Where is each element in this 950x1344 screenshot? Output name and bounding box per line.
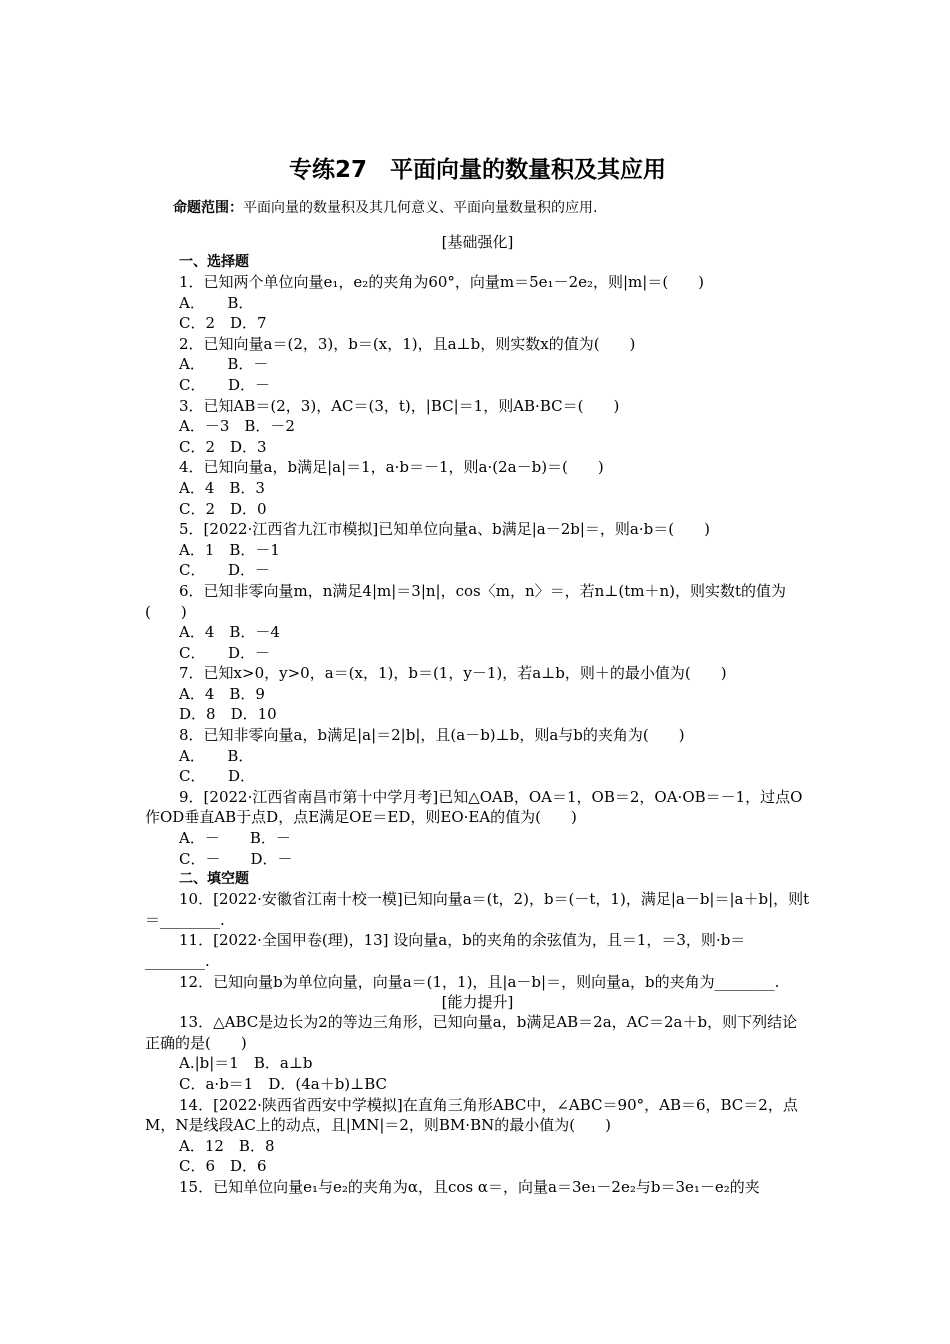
question-4-options-2: C．2 D．0 [179,499,267,518]
category-choice: 一、选择题 [179,254,249,270]
question-14-options-2: C．6 D．6 [179,1157,267,1176]
question-3-options-2: C．2 D．3 [179,437,267,456]
question-3: 3．已知AB＝(2，3)，AC＝(3，t)，|BC|＝1，则AB·BC＝( ) [179,396,620,415]
question-4-options-1: A．4 B．3 [179,478,265,497]
question-2: 2．已知向量a＝(2，3)，b＝(x，1)，且a⊥b，则实数x的值为( ) [179,334,636,353]
question-9-options-1: A．－ B．－ [179,829,291,848]
question-8: 8．已知非零向量a，b满足|a|＝2|b|，且(a－b)⊥b，则a与b的夹角为( ) [179,726,685,745]
scope-line [173,198,810,218]
section-basic: [基础强化] [441,233,514,251]
question-12: 12．已知向量b为单位向量，向量a＝(1，1)，且|a－b|＝，则向量a，b的夹角为________. [179,972,780,991]
page-title: 专练27 平面向量的数量积及其应用 [288,157,666,183]
question-2-options-1: A． B．－ [179,355,269,374]
question-7-options-2: D．8 D．10 [179,705,277,724]
question-5-options-1: A．1 B．－1 [179,540,280,559]
section-advanced: [能力提升] [441,993,514,1012]
question-6: 6．已知非零向量m，n满足4|m|＝3|n|，cos〈m，n〉＝，若n⊥(tm＋n)，则实数t的值为( ) [145,581,787,621]
question-5: 5．[2022·江西省九江市模拟]已知单位向量a、b满足|a－2b|＝，则a·b＝( ) [179,520,710,539]
question-9: 9．[2022·江西省南昌市第十中学月考]已知△OAB，OA＝1，OB＝2，OA·OB＝－1，过点O作OD垂直AB于点D，点E满足OE＝ED，则EO·EA的值为( ) [145,787,803,827]
question-11: 11．[2022·全国甲卷(理)，13] 设向量a，b的夹角的余弦值为，且＝1，＝3，则·b＝________. [145,931,746,970]
question-14: 14．[2022·陕西省西安中学模拟]在直角三角形ABC中，∠ABC＝90°，AB＝6，BC＝2，点M，N是线段AC上的动点，且|MN|＝2，则BM·BN的最小值为( ) [145,1095,798,1135]
content [145,150,810,1198]
question-8-options-1: A． B． [179,746,254,765]
question-3-options-1: A．－3 B．－2 [179,417,295,436]
question-1: 1．已知两个单位向量e₁，e₂的夹角为60°，向量m＝5e₁－2e₂，则|m|＝( ) [179,273,705,291]
scope-label: 命题范围： [173,200,243,216]
question-4: 4．已知向量a，b满足|a|＝1，a·b＝－1，则a·(2a－b)＝( ) [179,458,604,477]
question-9-options-2: C．－ D．－ [179,849,293,868]
category-fill: 二、填空题 [179,871,249,888]
question-8-options-2: C． D． [179,767,256,786]
question-7-options-1: A．4 B．9 [179,684,265,703]
question-13-options-2: C．a·b＝1 D．(4a＋b)⊥BC [179,1074,388,1093]
question-6-options-1: A．4 B．－4 [179,623,280,642]
question-15: 15．已知单位向量e₁与e₂的夹角为α，且cos α＝，向量a＝3e₁－2e₂与b＝3e₁－e₂的夹 [179,1177,760,1196]
scope-text: 平面向量的数量积及其几何意义、平面向量数量积的应用. [243,200,598,216]
question-1-options-1: A． B． [179,293,254,312]
question-2-options-2: C． D．－ [179,375,271,394]
question-7: 7．已知x>0，y>0，a＝(x，1)，b＝(1，y－1)，若a⊥b，则＋的最小值为( ) [179,664,727,683]
question-13: 13．△ABC是边长为2的等边三角形，已知向量a，b满足AB＝2a，AC＝2a＋b，则下列结论正确的是( ) [145,1013,798,1052]
question-5-options-2: C． D．－ [179,561,271,580]
question-13-options-1: A.|b|＝1 B．a⊥b [179,1054,313,1073]
question-6-options-2: C． D．－ [179,643,271,662]
question-1-options-2: C．2 D．7 [179,314,267,333]
question-14-options-1: A．12 B．8 [179,1136,275,1155]
question-10: 10．[2022·安徽省江南十校一模]已知向量a＝(t，2)，b＝(－t，1)，满足|a－b|＝|a＋b|，则t＝________. [145,890,810,929]
